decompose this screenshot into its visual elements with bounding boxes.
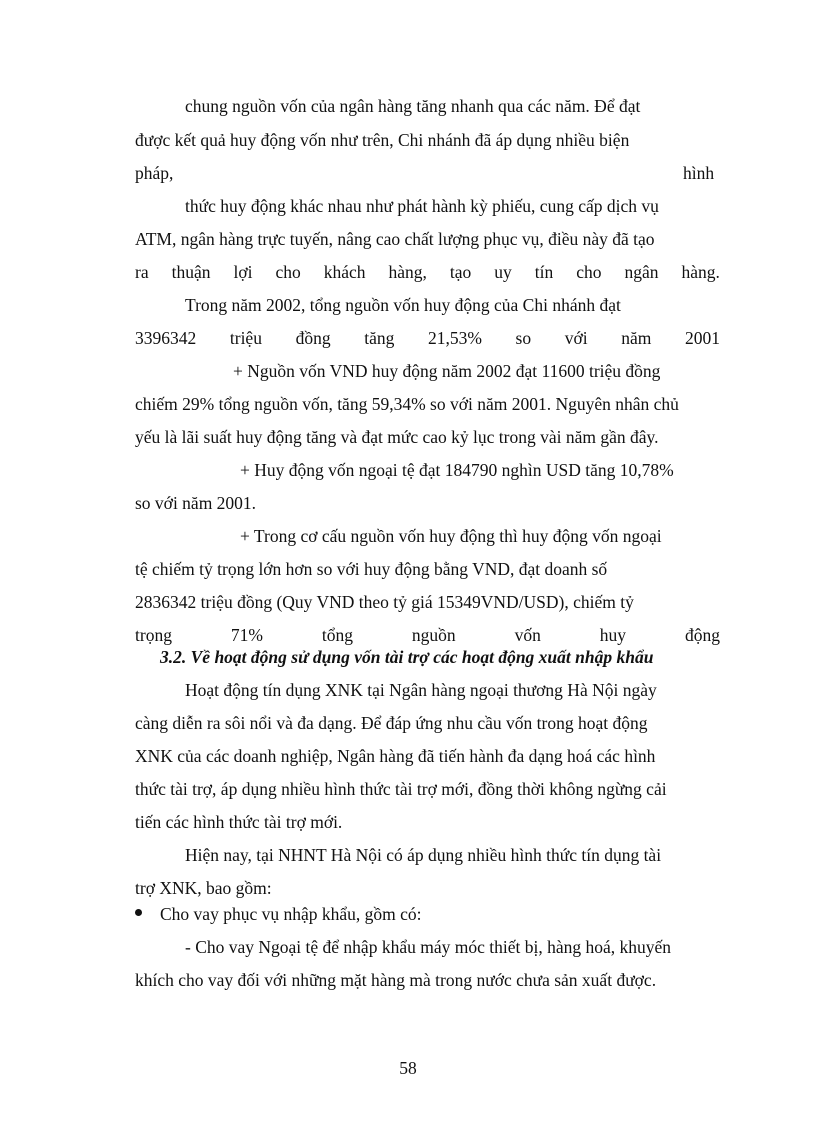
word: cho xyxy=(576,262,602,282)
text-line: thức tài trợ, áp dụng nhiều hình thức tài trợ mới, đồng thời không ngừng cải xyxy=(135,779,667,799)
text-line: - Cho vay Ngoại tệ để nhập khẩu máy móc thiết bị, hàng hoá, khuyến xyxy=(185,937,671,957)
word: khách xyxy=(323,262,366,282)
word: so xyxy=(515,328,532,348)
text-line: chiếm 29% tổng nguồn vốn, tăng 59,34% so với năm 2001. Nguyên nhân chủ xyxy=(135,394,679,414)
text-line: ATM, ngân hàng trực tuyến, nâng cao chất lượng phục vụ, điều này đã tạo xyxy=(135,229,655,249)
text-line: Hiện nay, tại NHNT Hà Nội có áp dụng nhiều hình thức tín dụng tài xyxy=(185,845,662,865)
text-line: + Huy động vốn ngoại tệ đạt 184790 nghìn USD tăng 10,78% xyxy=(240,460,674,480)
word: tạo xyxy=(449,262,472,282)
text-line: chung nguồn vốn của ngân hàng tăng nhanh qua các năm. Để đạt xyxy=(185,96,641,116)
text-line: trợ XNK, bao gồm: xyxy=(135,878,272,898)
word: 71% xyxy=(230,625,263,645)
text-line: Trong năm 2002, tổng nguồn vốn huy động của Chi nhánh đạt xyxy=(185,295,621,315)
word: động xyxy=(684,625,720,645)
word: tổng xyxy=(321,625,353,645)
text-line: + Trong cơ cấu nguồn vốn huy động thì huy động vốn ngoại xyxy=(240,526,662,546)
text-line: pháp, xyxy=(135,163,174,183)
word: cho xyxy=(275,262,301,282)
word: hàng, xyxy=(388,262,427,282)
word: đồng xyxy=(295,328,331,348)
text-line: so với năm 2001. xyxy=(135,493,257,513)
word: hàng. xyxy=(681,262,720,282)
text-line: + Nguồn vốn VND huy động năm 2002 đạt 11600 triệu đồng xyxy=(233,361,661,381)
text-line: càng diễn ra sôi nổi và đa dạng. Để đáp ứng nhu cầu vốn trong hoạt động xyxy=(135,713,648,733)
word: ngân xyxy=(624,262,659,282)
word: 3396342 xyxy=(135,328,197,348)
text-line: Hoạt động tín dụng XNK tại Ngân hàng ngoại thương Hà Nội ngày xyxy=(185,680,657,700)
word: nguồn xyxy=(411,625,456,645)
text-line xyxy=(135,624,720,646)
text-line: yếu là lãi suất huy động tăng và đạt mức cao kỷ lục trong vài năm gần đây. xyxy=(135,427,659,447)
word: tăng xyxy=(364,328,395,348)
word: 2001 xyxy=(685,328,720,348)
word: với xyxy=(564,328,588,348)
bullet-icon xyxy=(135,909,142,916)
text-line: hình xyxy=(683,163,715,183)
text-line: tệ chiếm tỷ trọng lớn hơn so với huy động bằng VND, đạt doanh số xyxy=(135,559,608,579)
text-line: khích cho vay đối với những mặt hàng mà trong nước chưa sản xuất được. xyxy=(135,970,657,990)
text-line: được kết quả huy động vốn như trên, Chi nhánh đã áp dụng nhiều biện xyxy=(135,130,630,150)
text-line: tiến các hình thức tài trợ mới. xyxy=(135,812,343,832)
word: uy xyxy=(494,262,512,282)
word: trọng xyxy=(135,625,172,645)
text-line: XNK của các doanh nghiệp, Ngân hàng đã tiến hành đa dạng hoá các hình xyxy=(135,746,656,766)
word: vốn xyxy=(514,625,541,645)
list-item: Cho vay phục vụ nhập khẩu, gồm có: xyxy=(160,904,422,924)
word: lợi xyxy=(233,262,253,282)
page-number: 58 xyxy=(399,1058,417,1078)
word: tín xyxy=(534,262,554,282)
word: ra xyxy=(135,262,149,282)
word: thuận xyxy=(171,262,211,282)
text-line: thức huy động khác nhau như phát hành kỳ phiếu, cung cấp dịch vụ xyxy=(185,196,659,216)
section-heading: 3.2. Về hoạt động sử dụng vốn tài trợ các hoạt động xuất nhập khẩu xyxy=(160,647,654,667)
word: triệu xyxy=(229,328,262,348)
text-line xyxy=(135,327,720,349)
text-line: 2836342 triệu đồng (Quy VND theo tỷ giá 15349VND/USD), chiếm tỷ xyxy=(135,592,634,612)
text-line xyxy=(135,261,720,283)
word: huy xyxy=(599,625,627,645)
word: 21,53% xyxy=(427,328,482,348)
word: năm xyxy=(621,328,652,348)
